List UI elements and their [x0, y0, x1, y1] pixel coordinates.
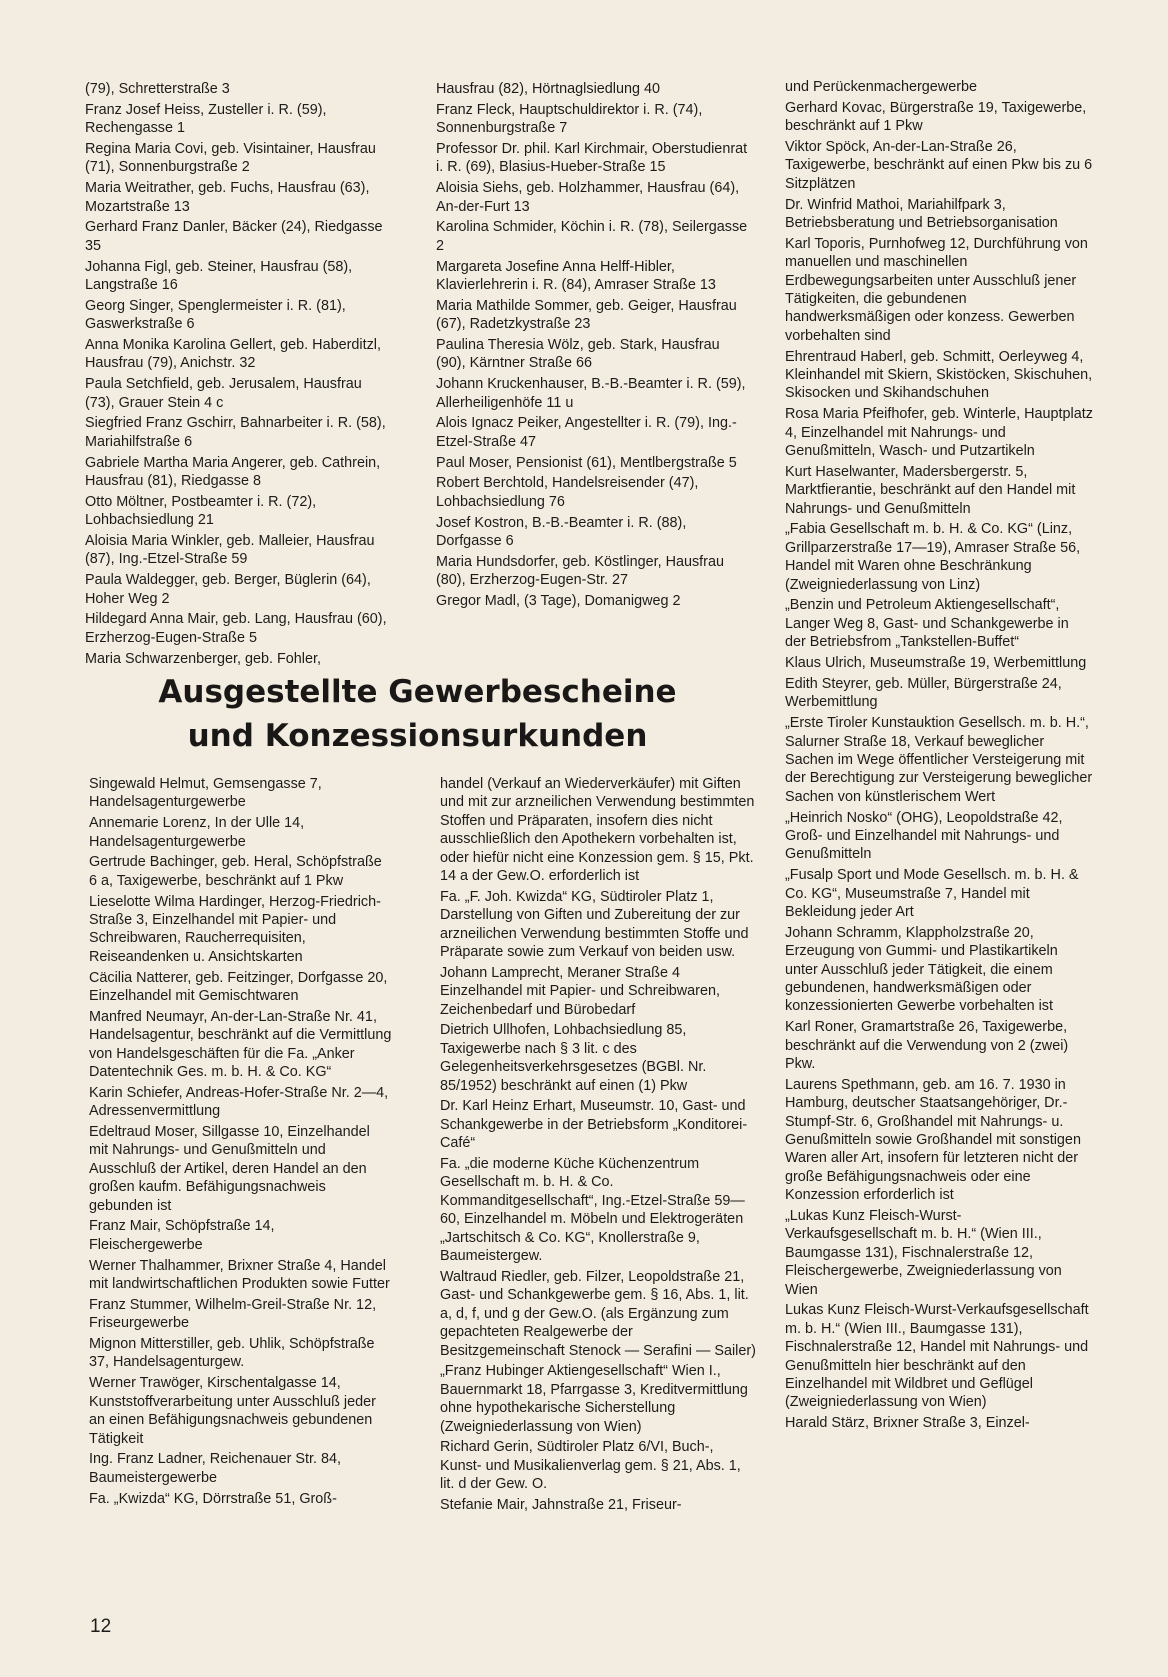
column-licenses-left	[89, 775, 392, 1510]
list-item: Maria Mathilde Sommer, geb. Geiger, Hausfrau (67), Radetzkystraße 23	[436, 297, 737, 333]
list-item: Josef Kostron, B.-B.-Beamter i. R. (88), Dorfgasse 6	[436, 514, 687, 550]
list-item: Richard Gerin, Südtiroler Platz 6/VI, Buch-, Kunst- und Musikalienverlag gem. § 21, Abs. 1, lit. d der Gew. O.	[440, 1439, 741, 1493]
list-item: Werner Trawöger, Kirschentalgasse 14, Kunststoffverarbeitung unter Ausschluß jeder an einen Befähigungsnachweis gebundenen Tätigkeit	[89, 1375, 376, 1447]
list-item: Paulina Theresia Wölz, geb. Stark, Hausfrau (90), Kärntner Straße 66	[436, 337, 720, 372]
list-item: Maria Schwarzenberger, geb. Fohler,	[85, 650, 321, 667]
list-item: Klaus Ulrich, Museumstraße 19, Werbemittlung	[785, 655, 1087, 672]
list-item: Paul Moser, Pensionist (61), Mentlbergstraße 5	[436, 454, 737, 471]
list-item: Viktor Spöck, An-der-Lan-Straße 26, Taxigewerbe, beschränkt auf einen Pkw bis zu 6 Sitzplätzen	[785, 139, 1093, 192]
list-item: Ing. Franz Ladner, Reichenauer Str. 84, Baumeistergewerbe	[89, 1451, 341, 1486]
list-item: Karin Schiefer, Andreas-Hofer-Straße Nr. 2—4, Adressenvermittlung	[89, 1084, 389, 1120]
list-item: Karolina Schmider, Köchin i. R. (78), Seilergasse 2	[436, 219, 748, 254]
list-item: Regina Maria Covi, geb. Visintainer, Hausfrau (71), Sonnenburgstraße 2	[85, 141, 376, 176]
list-item: Fa. „die moderne Küche Küchenzentrum Gesellschaft m. b. H. & Co. Kommanditgesellschaft“, Ing.-Etzel-Straße 59—60, Einzelhandel m. Möbeln und Elektrogeräten „Jartschitsch & Co. KG“, Knollerstraße 9, Baumeistergew.	[440, 1156, 745, 1265]
list-item: Paula Setchfield, geb. Jerusalem, Hausfrau (73), Grauer Stein 4 c	[85, 376, 362, 411]
list-item: Harald Stärz, Brixner Straße 3, Einzel-	[785, 1415, 1030, 1432]
list-item: Lieselotte Wilma Hardinger, Herzog-Friedrich-Straße 3, Einzelhandel mit Papier- und Schreibwaren, Raucherrequisiten, Reiseandenken u. Ansichtskarten	[89, 893, 381, 965]
list-item: Fa. „Kwizda“ KG, Dörrstraße 51, Groß-	[89, 1490, 337, 1507]
list-item: Rosa Maria Pfeifhofer, geb. Winterle, Hauptplatz 4, Einzelhandel mit Nahrungs- und Genußmitteln, Wasch- und Putzartikeln	[785, 406, 1093, 460]
list-item: Annemarie Lorenz, In der Ulle 14, Handelsagenturgewerbe	[89, 815, 305, 850]
list-item: (79), Schretterstraße 3	[85, 81, 230, 97]
heading-line-1: Ausgestellte Gewerbescheine	[158, 674, 677, 710]
list-item: Waltraud Riedler, geb. Filzer, Leopoldstraße 21, Gast- und Schankgewerbe gem. § 16, Abs. 1, lit. a, d, f, und g der Gew.O. (als Ergänzung zum gepachteten Realgewerbe der Besitzgemeinschaft Stenock — Serafini — Sailer)	[440, 1268, 756, 1359]
list-item: Edith Steyrer, geb. Müller, Bürgerstraße 24, Werbemittlung	[785, 675, 1062, 711]
list-item: Karl Toporis, Purnhofweg 12, Durchführung von manuellen und maschinellen Erdbewegungsarbeiten unter Ausschluß jener Tätigkeiten, die gebundenen handwerksmäßigen oder konzess. Gewerben vorbehalten sind	[785, 235, 1088, 344]
list-item: Werner Thalhammer, Brixner Straße 4, Handel mit landwirtschaftlichen Produkten sowie Futter	[89, 1257, 390, 1293]
list-item: Dr. Karl Heinz Erhart, Museumstr. 10, Gast- und Schankgewerbe in der Betriebsform „Konditorei-Café“	[440, 1098, 748, 1152]
list-item: und Perückenmachergewerbe	[785, 79, 977, 95]
list-item: „Fusalp Sport und Mode Gesellsch. m. b. H. & Co. KG“, Museumstraße 7, Handel mit Bekleidung jeder Art	[785, 867, 1079, 920]
list-item: Aloisia Maria Winkler, geb. Malleier, Hausfrau (87), Ing.-Etzel-Straße 59	[85, 533, 375, 568]
list-item: Gabriele Martha Maria Angerer, geb. Cathrein, Hausfrau (81), Riedgasse 8	[85, 454, 381, 490]
list-item: Manfred Neumayr, An-der-Lan-Straße Nr. 41, Handelsagentur, beschränkt auf die Vermittlung von Handelsgeschäften für die Fa. „Anker Datentechnik Ges. m. b. H. & Co. KG“	[89, 1008, 392, 1081]
heading-line-2: und Konzessionsurkunden	[187, 718, 648, 754]
list-item: Lukas Kunz Fleisch-Wurst-Verkaufsgesellschaft m. b. H.“ (Wien III., Baumgasse 131), Fischnalerstraße 12, Handel mit Nahrungs- und Genußmitteln hier beschränkt auf den Einzelhandel mit Wildbret und Geflügel (Zweigniederlassung von Wien)	[785, 1302, 1089, 1411]
list-item: Margareta Josefine Anna Helff-Hibler, Klavierlehrerin i. R. (84), Amraser Straße 13	[436, 258, 716, 294]
list-item: Gertrude Bachinger, geb. Heral, Schöpfstraße 6 a, Taxigewerbe, beschränkt auf 1 Pkw	[89, 854, 382, 889]
list-item: Johann Lamprecht, Meraner Straße 4 Einzelhandel mit Papier- und Schreibwaren, Zeichenbedarf und Bürobedarf	[440, 964, 720, 1018]
list-item: handel (Verkauf an Wiederverkäufer) mit Giften und mit zur arzneilichen Verwendung bestimmten Stoffen und Präparaten, insofern dies nicht ausschließlich den Apothekern vorbehalten ist, oder hiefür nicht eine Konzession gem. § 15, Pkt. 14 a der Gew.O. erforderlich ist	[440, 776, 755, 885]
list-item: Karl Roner, Gramartstraße 26, Taxigewerbe, beschränkt auf die Verwendung von 2 (zwei) Pkw.	[785, 1019, 1069, 1072]
list-item: Kurt Haselwanter, Madersbergerstr. 5, Marktfierantie, beschränkt auf den Handel mit Nahrungs- und Genußmitteln	[785, 463, 1076, 517]
list-item: „Benzin und Petroleum Aktiengesellschaft“, Langer Weg 8, Gast- und Schankgewerbe in der Betriebsfrom „Tankstellen-Buffet“	[785, 597, 1069, 651]
column-obituaries-left	[85, 80, 388, 670]
list-item: Alois Ignacz Peiker, Angestellter i. R. (79), Ing.-Etzel-Straße 47	[436, 415, 737, 450]
list-item: Stefanie Mair, Jahnstraße 21, Friseur-	[440, 1496, 682, 1513]
list-item: Paula Waldegger, geb. Berger, Büglerin (64), Hoher Weg 2	[85, 572, 371, 607]
column-licenses-middle	[440, 775, 758, 1517]
list-item: Robert Berchtold, Handelsreisender (47), Lohbachsiedlung 76	[436, 475, 699, 510]
list-item: Franz Mair, Schöpfstraße 14, Fleischergewerbe	[89, 1218, 275, 1253]
list-item: „Heinrich Nosko“ (OHG), Leopoldstraße 42, Groß- und Einzelhandel mit Nahrungs- und Genußmitteln	[785, 809, 1063, 863]
list-item: Georg Singer, Spenglermeister i. R. (81), Gaswerkstraße 6	[85, 297, 346, 333]
list-item: Laurens Spethmann, geb. am 16. 7. 1930 in Hamburg, deutscher Staatsangehöriger, Dr.-Stumpf-Str. 6, Großhandel mit Nahrungs- u. Genußmitteln sowie Großhandel mit sonstigen Waren aller Art, insofern für letzteren nicht der große Befähigungsnachweis oder eine Konzession erforderlich ist	[785, 1076, 1081, 1204]
list-item: Maria Hundsdorfer, geb. Köstlinger, Hausfrau (80), Erzherzog-Eugen-Str. 27	[436, 553, 724, 589]
list-item: Gerhard Kovac, Bürgerstraße 19, Taxigewerbe, beschränkt auf 1 Pkw	[785, 99, 1087, 135]
list-item: Maria Weitrather, geb. Fuchs, Hausfrau (63), Mozartstraße 13	[85, 180, 370, 215]
list-item: Franz Stummer, Wilhelm-Greil-Straße Nr. 12, Friseurgewerbe	[89, 1296, 377, 1332]
list-item: Anna Monika Karolina Gellert, geb. Haberditzl, Hausfrau (79), Anichstr. 32	[85, 337, 381, 372]
list-item: Hausfrau (82), Hörtnaglsiedlung 40	[436, 81, 660, 97]
list-item: „Erste Tiroler Kunstauktion Gesellsch. m. b. H.“, Salurner Straße 18, Verkauf beweglicher Sachen im Wege öffentlicher Versteigerung mit der Berechtigung zur Versteigerung beweglicher Sachen von künstlerischem Wert	[785, 715, 1093, 805]
list-item: Johann Schramm, Klappholzstraße 20, Erzeugung von Gummi- und Plastikartikeln unter Ausschluß jeder Tätigkeit, die einem gebundenen, handwerksmäßigen oder konzessionierten Gewerbe vorbehalten ist	[785, 924, 1058, 1015]
list-item: Franz Fleck, Hauptschuldirektor i. R. (74), Sonnenburgstraße 7	[436, 101, 703, 137]
list-item: Mignon Mitterstiller, geb. Uhlik, Schöpfstraße 37, Handelsagenturgew.	[89, 1336, 375, 1371]
list-item: Otto Möltner, Postbeamter i. R. (72), Lohbachsiedlung 21	[85, 493, 317, 529]
list-item: Johann Kruckenhauser, B.-B.-Beamter i. R. (59), Allerheiligenhöfe 11 u	[436, 376, 746, 411]
list-item: Cäcilia Natterer, geb. Feitzinger, Dorfgasse 20, Einzelhandel mit Gemischtwaren	[89, 969, 388, 1005]
column-licenses-right	[785, 78, 1093, 1435]
list-item: Siegfried Franz Gschirr, Bahnarbeiter i. R. (58), Mariahilfstraße 6	[85, 415, 386, 450]
list-item: Aloisia Siehs, geb. Holzhammer, Hausfrau (64), An-der-Furt 13	[436, 180, 740, 215]
list-item: Ehrentraud Haberl, geb. Schmitt, Oerleyweg 4, Kleinhandel mit Skiern, Skistöcken, Skischuhen, Skisocken und Skihandschuhen	[785, 348, 1093, 402]
list-item: Dietrich Ullhofen, Lohbachsiedlung 85, Taxigewerbe nach § 3 lit. c des Gelegenheitsverkehrsgesetzes (BGBl. Nr. 85/1952) beschränkt auf einen (1) Pkw	[440, 1022, 707, 1094]
list-item: Singewald Helmut, Gemsengasse 7, Handelsagenturgewerbe	[89, 776, 322, 811]
list-item: „Franz Hubinger Aktiengesellschaft“ Wien I., Bauernmarkt 18, Pfarrgasse 3, Kreditvermittlung ohne hypothekarische Sicherstellung (Zweigniederlassung von Wien)	[440, 1363, 748, 1435]
section-heading	[85, 670, 750, 758]
list-item: „Lukas Kunz Fleisch-Wurst-Verkaufsgesellschaft m. b. H.“ (Wien III., Baumgasse 131), Fischnalerstraße 12, Fleischergewerbe, Zweigniederlassung von Wien	[785, 1208, 1062, 1298]
column-obituaries-middle	[436, 80, 750, 613]
list-item: Gerhard Franz Danler, Bäcker (24), Riedgasse 35	[85, 219, 383, 254]
list-item: Edeltraud Moser, Sillgasse 10, Einzelhandel mit Nahrungs- und Genußmitteln und Ausschluß der Artikel, deren Handel an den großen kaufm. Befähigungsnachweis gebunden ist	[89, 1124, 370, 1214]
list-item: Professor Dr. phil. Karl Kirchmair, Oberstudienrat i. R. (69), Blasius-Hueber-Straße 15	[436, 141, 748, 176]
list-item: Gregor Madl, (3 Tage), Domanigweg 2	[436, 593, 681, 610]
list-item: Johanna Figl, geb. Steiner, Hausfrau (58), Langstraße 16	[85, 258, 353, 294]
list-item: „Fabia Gesellschaft m. b. H. & Co. KG“ (Linz, Grillparzerstraße 17—19), Amraser Straße 56, Handel mit Waren ohne Beschränkung (Zweigniederlassung von Linz)	[785, 521, 1081, 593]
list-item: Dr. Winfrid Mathoi, Mariahilfpark 3, Betriebsberatung und Betriebsorganisation	[785, 196, 1058, 232]
list-item: Hildegard Anna Mair, geb. Lang, Hausfrau (60), Erzherzog-Eugen-Straße 5	[85, 611, 387, 646]
list-item: Franz Josef Heiss, Zusteller i. R. (59), Rechengasse 1	[85, 101, 327, 137]
page-number: 12	[90, 1616, 112, 1637]
list-item: Fa. „F. Joh. Kwizda“ KG, Südtiroler Platz 1, Darstellung von Giften und Zubereitung der zur arzneilichen Verwendung bestimmten Stoffe und Präparate sowie zum Verkauf von beiden usw.	[440, 888, 749, 961]
